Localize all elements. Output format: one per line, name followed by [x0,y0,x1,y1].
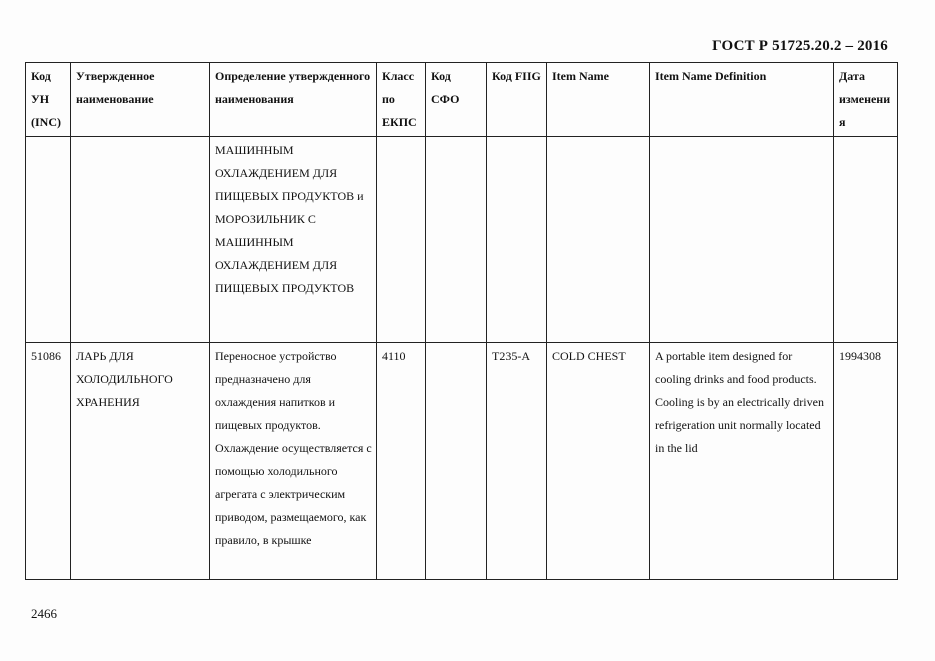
cell-definition: Переносное устройство предназначено для охлаждения напитков и пищевых продуктов. Охлаждение осуществляется с помощью холодильного агрегата с электрическим приводом, размещаемого, как правило, в крышке [210,343,377,580]
col-header-sfo: Код СФО [426,63,487,137]
cell-sfo [426,343,487,580]
cell-date: 1994308 [834,343,898,580]
cell-item-def: A portable item designed for cooling drinks and food products. Cooling is by an electrically driven refrigeration unit normally located in the lid [650,343,834,580]
col-header-fiig: Код FIIG [487,63,547,137]
cell-name: ЛАРЬ ДЛЯ ХОЛОДИЛЬНОГО ХРАНЕНИЯ [71,343,210,580]
classification-table [25,62,898,580]
col-header-date: Дата изменения [834,63,898,137]
cell-inc [26,137,71,343]
col-header-item-def: Item Name Definition [650,63,834,137]
cell-inc: 51086 [26,343,71,580]
cell-item-name [547,137,650,343]
col-header-definition: Определение утвержденного наименования [210,63,377,137]
cell-date [834,137,898,343]
cell-item-name: COLD CHEST [547,343,650,580]
cell-fiig [487,137,547,343]
col-header-class: Класс по ЕКПС [377,63,426,137]
cell-name [71,137,210,343]
standard-number: ГОСТ Р 51725.20.2 – 2016 [712,38,888,54]
page-number: 2466 [31,606,57,621]
col-header-item-name: Item Name [547,63,650,137]
cell-item-def [650,137,834,343]
table-row [26,137,898,343]
cell-class: 4110 [377,343,426,580]
table-header-row [26,63,898,137]
cell-definition: МАШИННЫМ ОХЛАЖДЕНИЕМ ДЛЯ ПИЩЕВЫХ ПРОДУКТОВ и МОРОЗИЛЬНИК С МАШИННЫМ ОХЛАЖДЕНИЕМ ДЛЯ ПИЩЕВЫХ ПРОДУКТОВ [210,137,377,343]
col-header-inc: Код УН (INC) [26,63,71,137]
col-header-name: Утвержденное наименование [71,63,210,137]
cell-class [377,137,426,343]
cell-sfo [426,137,487,343]
cell-fiig: T235-A [487,343,547,580]
table-row [26,343,898,580]
